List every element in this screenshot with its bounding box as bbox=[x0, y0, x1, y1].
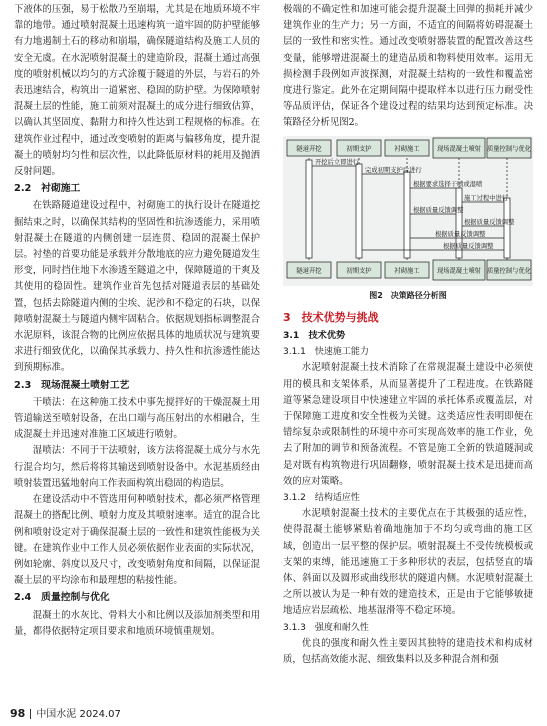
actor-top-4-label: 现场混凝土喷射 bbox=[436, 145, 482, 153]
actor-bottom-4-label: 现场混凝土喷射 bbox=[436, 267, 482, 275]
heading-3-1: 3.1 技术优势 bbox=[283, 330, 346, 342]
page-number: 98 bbox=[10, 707, 26, 720]
activation-1 bbox=[306, 160, 312, 258]
left-paragraph-5: 在建设活动中不管选用何种喷射技术，都必须严格管理混凝土的搭配比例、喷射力度及其喷射速率。适宜的混合比例和喷射设定对于确保混凝土层的一致性和建筑性能极为关键。在建筑作业中工作人员必须依据作业表面的实际状况，例如轮廓、斜度以及尺寸，改变喷射角度和间隔，以保证混凝土层的平均涂布和最理想的粘接性能。 bbox=[14, 494, 260, 587]
actor-top-5-label: 质量控制与优化 bbox=[486, 145, 532, 153]
message-3-label: 根据要求选择干喷或湿喷 bbox=[413, 180, 483, 188]
journal-issue: 2024.07 bbox=[79, 709, 121, 720]
right-column bbox=[283, 2, 533, 668]
page-footer bbox=[10, 705, 121, 720]
footer-divider bbox=[30, 709, 31, 719]
actor-top-1-label: 隧道开挖 bbox=[296, 145, 322, 153]
right-paragraph-3: 水泥喷射混凝土技术的主要优点在于其极强的适应性，使得混凝土能够紧贴着确地施加于不均匀或弯曲的施工区域，创造出一层平整的保护层。喷射混凝土不受传统模板或支架的束缚，能迅速施工于多种形状的表层，包括竖直的墙体、斜面以及圆形或曲线形状的隧道内侧。水泥喷射混凝土之所以被认为是一种有效的建造技术，正是由于它能够敏捷地适应岩层疏松、地基湿滑等不稳定环境。 bbox=[283, 508, 533, 617]
message-8-label: 根据质量反馈调整 bbox=[443, 242, 494, 250]
message-5-label: 根据质量反馈调整 bbox=[413, 206, 464, 214]
heading-3-1-3: 3.1.3 强度和耐久性 bbox=[283, 622, 369, 633]
left-paragraph-6: 混凝土的水灰比、骨料大小和比例以及添加剂类型和用量，都得依据特定项目要求和地质环境慎重规划。 bbox=[14, 609, 260, 637]
activation-5 bbox=[504, 198, 510, 258]
right-paragraph-1: 极端的不确定性和加速可能会提升混凝土回弹的损耗并减少建筑作业的生产力；另一方面，不适宜的间隔将妨碍混凝土层的一致性和密实性。通过改变喷射器装置的配置改善这些变量，能够增进混凝土的建造品质和物料使用效率。运用无损检测手段例如声波探测，对混凝土结构的一致性和覆盖密度进行鉴定。此外在定期间隔中提取样本以进行压力耐受性等品质评估，保证各个建设过程的结果均达到预定标准。决策路径分析见图2。 bbox=[283, 4, 533, 129]
actor-bottom-1-label: 隧道开挖 bbox=[296, 267, 322, 275]
decision-path-diagram bbox=[283, 136, 533, 286]
left-paragraph-4: 湿喷法：不同于干法喷射，该方法将混凝土成分与水先行混合均匀，然后将将其输送到喷射设备中。水泥基质经由喷射装置迅猛地射向工作表面构筑出稳固的构造层。 bbox=[14, 445, 260, 489]
message-4-label: 施工过程中进行 bbox=[464, 194, 509, 202]
actor-top-2-label: 初期支护 bbox=[346, 145, 372, 153]
figure-caption: 图2 决策路径分析图 bbox=[369, 290, 447, 300]
activation-2 bbox=[356, 164, 362, 258]
message-1-label: 开挖后立即进行 bbox=[315, 158, 360, 166]
message-6-label: 根据质量反馈调整 bbox=[464, 218, 515, 226]
heading-3-1-2: 3.1.2 结构适应性 bbox=[283, 493, 360, 504]
actor-bottom-3-label: 衬砌施工 bbox=[394, 267, 420, 275]
heading-3-1-1: 3.1.1 快速施工能力 bbox=[283, 347, 369, 358]
journal-name: 中国水泥 bbox=[36, 709, 77, 720]
actor-top-3-label: 衬砌施工 bbox=[394, 145, 420, 153]
activation-3 bbox=[404, 172, 410, 258]
message-7-label: 根据质量反馈调整 bbox=[435, 230, 486, 238]
left-paragraph-3: 干喷法：在这种施工技术中事先搅拌好的干燥混凝土用管道输送至喷射设备，在出口端与高压射出的水相融合，生成混凝土并迅速对准施工区域进行喷射。 bbox=[14, 396, 260, 441]
heading-3: 3 技术优势与挑战 bbox=[283, 310, 379, 324]
message-2-label: 完成初期支护后进行 bbox=[365, 166, 422, 174]
right-paragraph-2: 水泥喷射混凝土技术消除了在常规混凝土建设中必须使用的模具和支架体系，从而显著提升了工程进度。在铁路隧道等紧急建设项目中快速建立牢固的承托体系或覆盖层，对于保障施工进度和安全性极为关键。这类适应性表明即便在错综复杂或限制性的环境中亦可实现高效率的施工作业，免去了附加的调节和预备流程。不管是施工全新的铁道隧洞或是对既有构筑物进行巩固翻修，喷射混凝土技术是迅捷而高效的应对策略。 bbox=[283, 362, 533, 487]
left-paragraph-1: 下液体的压强，易于松散乃至崩塌，尤其是在地质环境不牢靠的地带。通过喷射混凝土迅速构筑一道牢固的防护壁能够有力地遏制土石的移动和崩塌，确保隧道结构及施工人员的安全无虞。在水泥喷射混凝土的建造阶段，混凝土通过高强度的喷射机械以均匀的方式涂覆于隧道的外层，与岩石的外表迅速结合，构筑出一道紧密、稳固的防护壁。为保障喷射混凝土层的性能，施工前须对混凝土的成分进行细致估算，以确认其坚固度、黏附力和持久性达到工程规格的标准。在建筑作业过程中，通过改变喷射的距离与偏移角度，提升混凝土的喷射均匀性和层次性，以此降低原材料的耗用及抛洒反射问题。 bbox=[14, 4, 260, 178]
actor-bottom-5-label: 质量控制与优化 bbox=[486, 267, 532, 275]
heading-2-4: 2.4 质量控制与优化 bbox=[14, 592, 110, 604]
left-paragraph-2: 在铁路隧道建设过程中，衬砌施工的执行设计在隧道挖掘结束之时，以确保其结构的坚固性和抗渗透能力，采用喷射混凝土在隧道的内侧创建一层连贯、稳固的混凝土保护层。衬垫的首要功能是承载并分散地底的应力避免隧道发生形变，同时挡住地下水渗透至隧道之中，保障隧道的干爽及其使用的稳固性。建筑作业首先包括对隧道表层的基础处置，包括去除隧道内侧的尘埃、泥沙和不稳定的石块，以保障喷射混凝土与隧道内侧牢固粘合。依据规划指标调整混合水泥原料，该混合物的比例应依据具体的地质状况与建筑要求进行细致优化，以确保其承载力、持久性和抗渗透性能达到预期标准。 bbox=[14, 200, 260, 374]
sequence-diagram-svg bbox=[283, 136, 533, 286]
right-paragraph-4: 优良的强度和耐久性主要因其独特的建造技术和构成材质，包括高效能水泥、细致集料以及多种混合剂和强 bbox=[283, 637, 533, 666]
actor-bottom-2-label: 初期支护 bbox=[346, 267, 372, 275]
left-column bbox=[14, 2, 260, 640]
heading-2-2: 2.2 衬砌施工 bbox=[14, 183, 81, 195]
heading-2-3: 2.3 现场混凝土喷射工艺 bbox=[14, 379, 130, 391]
